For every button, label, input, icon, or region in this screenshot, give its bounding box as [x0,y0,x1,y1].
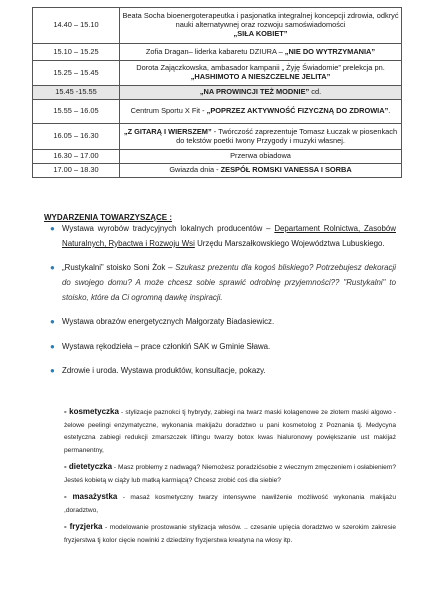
event-item [44,222,396,251]
schedule-row [33,86,402,100]
schedule-highlight: ZESPÓŁ ROMSKI VANESSA I SORBA [220,165,352,175]
schedule-desc [120,100,402,124]
schedule-row [33,164,402,178]
services-list [64,404,396,549]
event-text [62,340,396,355]
schedule-suffix: . [388,106,391,116]
service-text: - stylizacje paznokci tj hybrydy, zabiegi na twarz maski kolagenowe ze złotem maski algowo - żelowe peelingi enzymatyczne, wykonania makijażu doradztwo u pani kosmetolog z Poznania tj. Medycyna estetyczna zabiegi redukcji zmarszczek liftingu twarzy botox kwas hialuronowy powiększanie ust makijaż permanentny, [64,409,396,454]
bullet-icon: ● [50,224,55,233]
schedule-desc [120,86,402,100]
service-item [64,404,396,457]
service-item [64,489,396,517]
event-lead: Wystawa wyrobów tradycyjnych lokalnych producentów – [62,224,275,233]
service-label: - fryzjerka [64,522,103,532]
service-label: - kosmetyczka [64,407,119,416]
event-lead: Wystawa obrazów energetycznych Małgorzaty Biadasiewicz. [62,317,275,327]
event-text [62,261,396,305]
bullet-icon: ● [50,366,55,376]
event-item [44,261,396,305]
schedule-highlight: „Z GITARĄ I WIERSZEM” [123,126,212,136]
schedule-time: 14.40 – 15.10 [33,8,120,44]
service-label: - masażystka [64,492,118,502]
service-item [64,519,396,547]
schedule-desc [120,150,402,164]
schedule-row [33,44,402,61]
event-organizer: Departament Rolnictwa, Zasobów Naturalnych, Rybactwa i Rozwoju Wsi [62,224,396,248]
schedule-row [33,100,402,124]
event-description: Szukasz prezentu dla kogoś bliskiego? Potrzebujesz dekoracji do swojego domu? A może chcesz sobie sprawić odrobinę przyjemności?? "Rustykalni" to stoisko, które da Ci ogromną dawkę inspiracji. [62,263,396,302]
schedule-row [33,61,402,86]
schedule-row [33,8,402,44]
bullet-icon: ● [50,341,55,351]
schedule-highlight: „NA PROWINCJI TEŻ MODNIE” [199,87,310,97]
schedule-desc [120,61,402,86]
schedule-time: 15.55 – 16.05 [33,100,120,124]
schedule-desc [120,164,402,178]
event-text [62,222,396,251]
bullet-icon: ● [50,317,55,327]
event-text [62,364,396,379]
event-item [44,315,396,330]
event-text [62,315,396,330]
event-item [44,364,396,379]
service-item [64,459,396,487]
schedule-highlight: „NIE DO WYTRZYMANIA” [284,46,376,56]
schedule-table [32,7,402,178]
schedule-desc [120,124,402,150]
schedule-text: Beata Socha bioenergoterapeutka i pasjonatka integralnej koncepcji zdrowia, odkryć nauki alternatywnej oraz rozwoju samoświadomości [122,11,399,30]
schedule-text: Dorota Zajączkowska, ambasador kampanii „ Żyję Świadomie” prelekcja pn. [136,63,385,73]
schedule-time: 16.30 – 17.00 [33,150,120,164]
schedule-time: 15.25 – 15.45 [33,61,120,86]
schedule-time: 16.05 – 16.30 [33,124,120,150]
event-lead: Wystawa rękodzieła – prace członkiń SAK w Gminie Sława. [62,341,271,351]
event-tail: Urzędu Marszałkowskiego Województwa Lubuskiego. [194,238,385,248]
schedule-desc [120,8,402,44]
schedule-text: Centrum Sportu X Fit - [130,106,207,116]
schedule-highlight: „HASHIMOTO A NIESZCZELNE JELITA” [190,72,331,81]
service-text: - Masz problemy z nadwagą? Niemożesz poradzićsobie z wiecznym zmęczeniem i osłabieniem? Jesteś kobietą w ciąży lub matką karmiącą? Chcesz zrobić coś dla siebie? [64,464,396,484]
event-lead: Zdrowie i uroda. Wystawa produktów, konsultacje, pokazy. [62,366,266,376]
bullet-icon: ● [50,263,55,273]
schedule-text: Gwiazda dnia - [169,165,221,175]
schedule-time: 17.00 – 18.30 [33,164,120,178]
service-text: - modelowanie prostowanie stylizacja włosów. .. czesanie upięcia doradztwo w szerokim zakresie fryzjerstwa tj kolor cięcie nowinki z dziedziny fryzjerstwa kreatyna na włosy itp. [64,524,397,544]
schedule-text: Zofia Dragan– liderka kabaretu DZIURA – [145,46,285,56]
schedule-desc [120,44,402,61]
events-heading: WYDARZENIA TOWARZYSZĄCE : [44,213,172,222]
event-item [44,340,396,355]
schedule-text: Przerwa obiadowa [230,151,291,161]
schedule-time: 15.10 – 15.25 [33,44,120,61]
schedule-row [33,150,402,164]
service-label: - dietetyczka [64,462,113,472]
service-text: - masaż kosmetyczny twarzy intensywne nawilżenie możliwość wykonania makijażu ,doradztwo, [64,494,397,514]
events-list [44,222,396,389]
event-lead: „Rustykalni” stoisko Soni Żok – [62,263,176,273]
schedule-highlight: „SIŁA KOBIET” [233,28,288,38]
schedule-time: 15.45 -15.55 [33,86,120,100]
schedule-suffix: cd. [309,87,322,97]
schedule-text: - Twórczość zaprezentuje Tomasz Łuczak w piosenkach do tekstów poetki Iwony Przygody i muzyki własnej. [176,126,398,145]
schedule-highlight: „POPRZEZ AKTYWNOŚĆ FIZYCZNĄ DO ZDROWIA” [206,106,389,116]
schedule-row [33,124,402,150]
